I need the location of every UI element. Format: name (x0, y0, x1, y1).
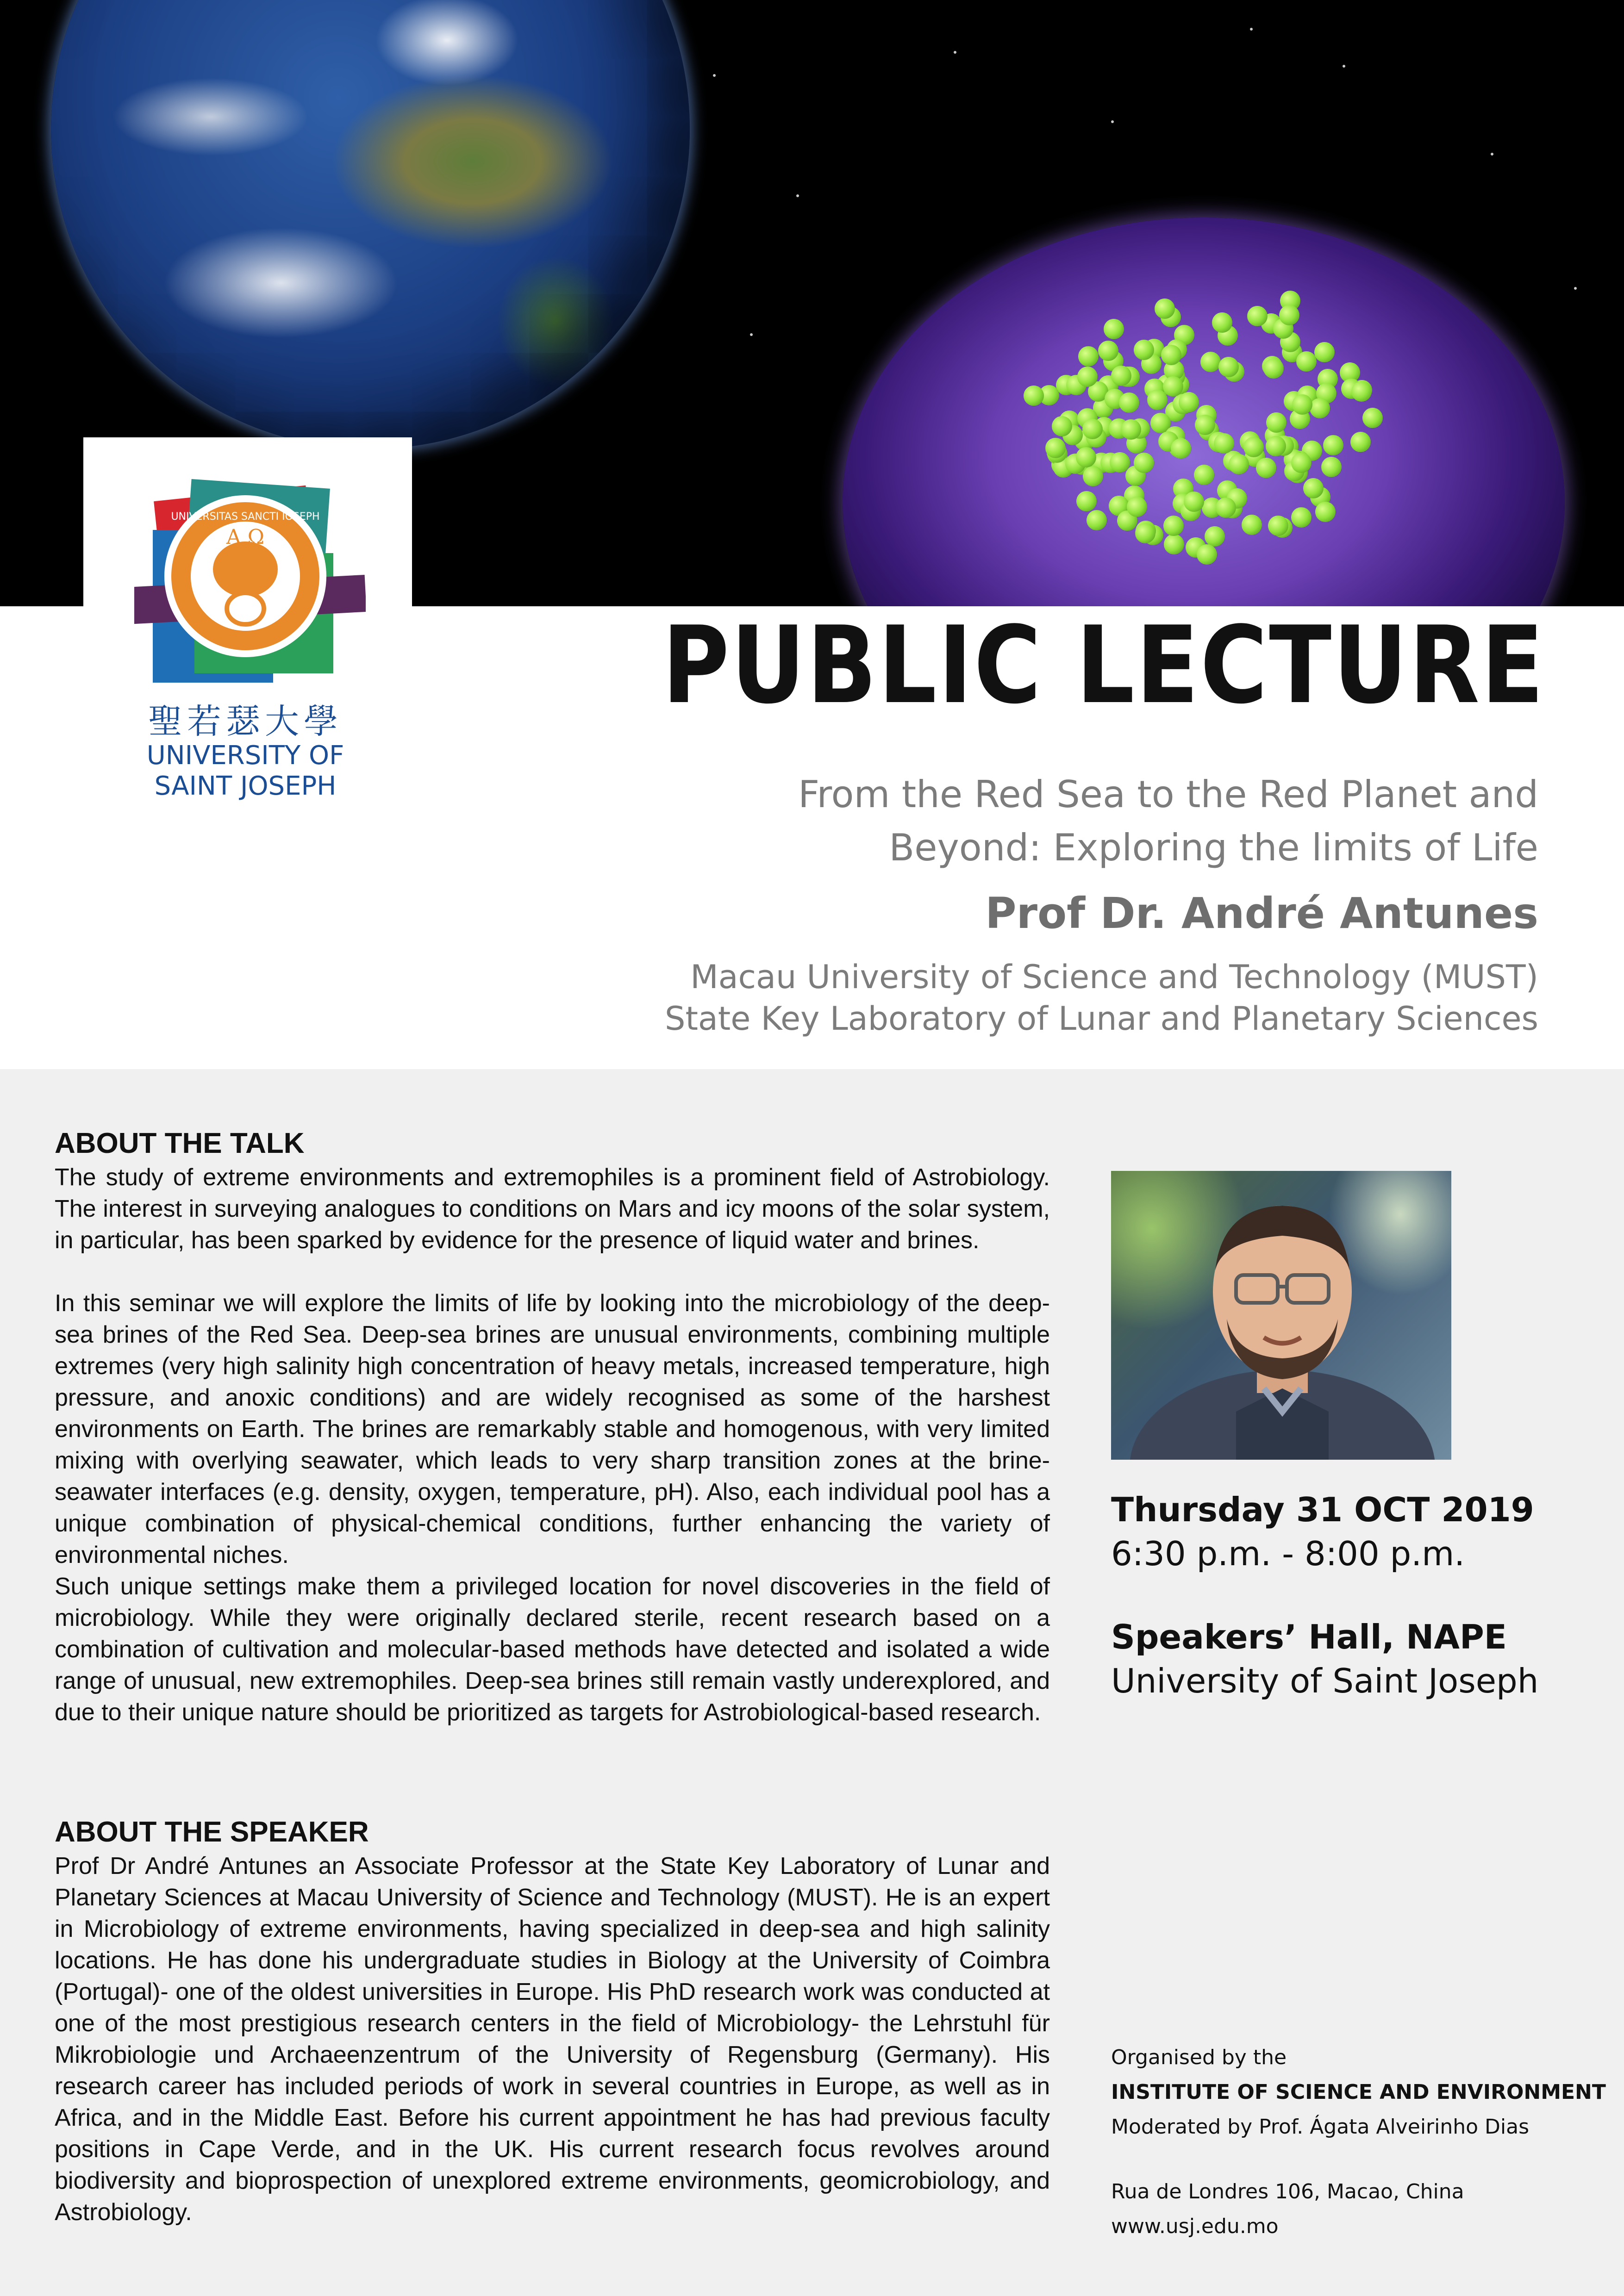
bacterium-cell (1243, 437, 1264, 457)
bacterium-cell (1163, 516, 1184, 536)
bacterium-cell (1195, 415, 1215, 435)
bacterium-cell (1291, 453, 1312, 473)
about-talk-paragraph: Such unique settings make them a privileged location for novel discoveries in the field of microbiology. While they were originally declared sterile, recent research based on a combination of cultivation and molecular-based methods have detected and isolated a wide range of unusual, new extremophiles. Deep-sea brines still remain vastly underexplored, and due to their unique nature should be prioritized as targets for Astrobiological-based research. (55, 1573, 1050, 1726)
bacterium-cell (1351, 381, 1372, 402)
moderator: Moderated by Prof. Ágata Alveirinho Dias (1111, 2115, 1530, 2139)
bacterium-cell (1147, 390, 1168, 410)
emblem-motto: UNIVERSITAS SANCTI IOSEPH (171, 511, 320, 523)
bacterium-cell (1323, 435, 1343, 455)
bacterium-cell (1315, 502, 1336, 522)
bacterium-cell (1263, 358, 1284, 379)
bacterium-cell (1077, 367, 1098, 387)
bacterium-cell (1119, 392, 1139, 413)
bacterium-cell (1218, 357, 1239, 377)
bacterium-cell (1314, 342, 1335, 362)
bacteria-cluster-image (1005, 259, 1384, 583)
talk-title-line2: Beyond: Exploring the limits of Life (889, 826, 1538, 869)
bacterium-cell (1163, 376, 1183, 397)
bacterium-cell (1098, 341, 1118, 361)
about-talk-heading: ABOUT THE TALK (55, 1127, 305, 1159)
bacterium-cell (1082, 419, 1103, 439)
bacterium-cell (1078, 346, 1099, 367)
bacterium-cell (1155, 299, 1175, 319)
bacterium-cell (1247, 306, 1268, 326)
address: Rua de Londres 106, Macao, China (1111, 2180, 1464, 2203)
page-title: PUBLIC LECTURE (662, 604, 1545, 728)
organiser-institute: INSTITUTE OF SCIENCE AND ENVIRONMENT (1111, 2080, 1606, 2104)
university-english-name (102, 740, 389, 802)
bacterium-cell (1076, 491, 1097, 511)
bacterium-cell (1266, 436, 1286, 456)
affiliation-line1: Macau University of Science and Technology (MUST) (690, 958, 1538, 996)
emblem-greek-letters: Α Ω (226, 525, 265, 549)
bacterium-cell (1127, 497, 1147, 517)
university-emblem (134, 474, 366, 692)
about-speaker-heading: ABOUT THE SPEAKER (55, 1816, 369, 1848)
event-venue-sub: University of Saint Joseph (1111, 1661, 1539, 1700)
university-name-line2: SAINT JOSEPH (154, 771, 337, 801)
bacterium-cell (1279, 305, 1299, 325)
bacterium-cell (1303, 478, 1324, 498)
bacterium-cell (1024, 386, 1044, 406)
bacterium-cell (1266, 412, 1287, 433)
university-chinese-name: 聖若瑟大學 (148, 702, 343, 741)
bacterium-cell (1134, 453, 1154, 473)
about-speaker-paragraph: Prof Dr André Antunes an Associate Professor at the State Key Laboratory of Lunar and Planetary Sciences at Macau University of Science and Technology (MUST). He is an expert in Microbiology of extreme environments, having specialized in deep-sea and high salinity locations. He has done his undergraduate studies in Biology at the University of Coimbra (Portugal)- one of the oldest universities in Europe. His PhD research work was conducted at one of the most prestigious research centers in the field of Microbiology- the Lehrstuhl für Mikrobiologie und Archaeenzentrum of the University of Regensburg (Germany). His research career has included periods of work in several countries in Europe, as well as in Africa, and in the Middle East. Before his current appointment he has had previous faculty positions in Cape Verde, and in the UK. His current research focus revolves around biodiversity and bioprospection of unexplored extreme environments, geomicrobiology, and Astrobiology. (55, 1853, 1050, 2226)
bacterium-cell (1229, 454, 1249, 474)
bacterium-cell (1161, 345, 1181, 365)
talk-title-line1: From the Red Sea to the Red Planet and (798, 773, 1538, 816)
bacterium-cell (1179, 392, 1199, 412)
bacterium-cell (1310, 398, 1330, 418)
speaker-photo (1111, 1171, 1451, 1460)
university-name-line1: UNIVERSITY OF (146, 740, 344, 771)
university-logo (83, 437, 412, 833)
event-time: 6:30 p.m. - 8:00 p.m. (1111, 1534, 1465, 1573)
affiliation-line2: State Key Laboratory of Lunar and Planetary Sciences (665, 1000, 1538, 1038)
bacterium-cell (1083, 466, 1103, 486)
earth-image (51, 0, 690, 449)
bacterium-cell (1194, 465, 1214, 485)
bacterium-cell (1296, 351, 1317, 372)
event-date: Thursday 31 OCT 2019 (1111, 1490, 1534, 1529)
bacterium-cell (1362, 408, 1383, 428)
bacterium-cell (1197, 544, 1217, 565)
bacterium-cell (1242, 515, 1262, 535)
bacterium-cell (1350, 432, 1371, 452)
bacterium-cell (1256, 458, 1276, 478)
organiser-label: Organised by the (1111, 2046, 1287, 2069)
bacterium-cell (1291, 507, 1312, 528)
event-venue: Speakers’ Hall, NAPE (1111, 1618, 1507, 1656)
bacterium-cell (1110, 452, 1130, 473)
bacterium-cell (1135, 523, 1156, 543)
about-talk-paragraph: The study of extreme environments and extremophiles is a prominent field of Astrobiology. The interest in surveying analogues to conditions on Mars and icy moons of the solar system, in particular, has been sparked by evidence for the presence of liquid water and brines. (55, 1164, 1050, 1254)
bacterium-cell (1087, 510, 1107, 530)
bacterium-cell (1121, 419, 1141, 440)
bacterium-cell (1052, 416, 1072, 436)
bacterium-cell (1212, 312, 1232, 333)
bacterium-cell (1104, 319, 1124, 339)
bacterium-cell (1214, 433, 1234, 454)
about-talk-paragraph: In this seminar we will explore the limits of life by looking into the microbiology of the deep-sea brines of the Red Sea. Deep-sea brines are unusual environments, combining multiple extremes (very high salinity high concentration of heavy metals, increased temperature, high pressure, and anoxic conditions) and are widely recognised as some of the harshest environments on Earth. The brines are remarkably stable and homogenous, with very limited mixing with overlying seawater, which leads to very sharp transition zones at the brine-seawater interfaces (e.g. density, oxygen, temperature, pH). Also, each individual pool has a unique combination of physical-chemical conditions, further enhancing the variety of environmental niches. (55, 1290, 1050, 1568)
website-link[interactable]: www.usj.edu.mo (1111, 2215, 1279, 2238)
speaker-name: Prof Dr. André Antunes (985, 889, 1538, 938)
bacterium-cell (1200, 352, 1221, 372)
bacterium-cell (1171, 438, 1191, 459)
bacterium-cell (1045, 438, 1066, 458)
bacterium-cell (1205, 526, 1225, 547)
bacterium-cell (1184, 492, 1204, 512)
bacterium-cell (1164, 534, 1184, 554)
bacterium-cell (1292, 394, 1312, 415)
bacterium-cell (1321, 457, 1342, 477)
